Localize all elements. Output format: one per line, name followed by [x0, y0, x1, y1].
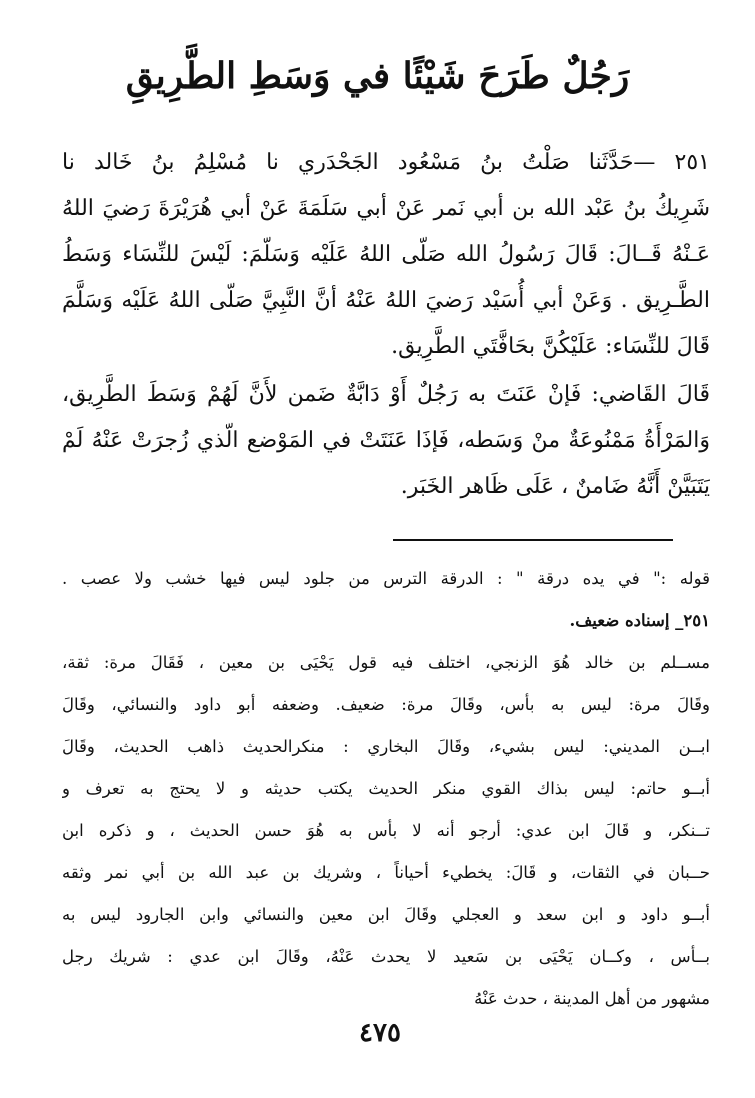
footnote-line: بــأس ، وكــان يَحْيَى بن سَعيد لا يحدث عَنْهُ، وقَالَ ابن عدي : شريك رجل [62, 947, 710, 966]
qadi-line: يَتَبَيَّنْ أَنَّهُ ضَامنٌ ، عَلَى ظَاهر الخَبَر. [400, 474, 710, 499]
footnote-line: ٢٥١_ إسناده ضعيف. [569, 611, 710, 630]
footnote-line: حــبان في الثقات، و قَالَ: يخطيء أحياناً ، وشريك بن عبد الله بن أبي نمر وثقه [62, 863, 710, 882]
hadith-line: شَرِيكُ بنُ عَبْد الله بن أبي نَمر عَنْ أبي سَلَمَةَ عَنْ أبي هُرَيْرَةَ رَضيَ اللهُ [62, 196, 710, 221]
hadith-line: الطَّـرِيق . وَعَنْ أبي أُسَيْد رَضيَ اللهُ عَنْهُ أنَّ النَّبِيَّ صَلّى اللهُ عَلَيْه وَسَلَّمَ [62, 288, 710, 313]
footnote-line: ابــن المديني: ليس بشيء، وقَالَ البخاري : منكرالحديث ذاهب الحديث، وقَالَ [62, 737, 710, 756]
footnote-line: أبــو داود و ابن سعد و العجلي وقَالَ ابن معين والنسائي وابن الجارود ليس به [62, 905, 710, 924]
hadith-line: ٢٥١ —حَدَّثَنا صَلْتُ بنُ مَسْعُود الجَحْدَري نا مُسْلِمُ بنُ خَالد نا [62, 150, 710, 175]
footnote-line: مســلم بن خالد هُوَ الزنجي، اختلف فيه قول يَحْيَى بن معين ، فَقَالَ مرة: ثقة، [62, 653, 710, 672]
qadi-paragraph [62, 372, 710, 510]
qadi-line: قَالَ القَاضي: فَإنْ عَنَتَ به رَجُلٌ أَوْ دَابَّةٌ ضَمن لأَنَّ لَهُمْ وَسَطَ الطَّرِيق، [62, 382, 710, 407]
footnotes [62, 558, 710, 1020]
footnote-line: وقَالَ مرة: ليس به بأس، وقَالَ مرة: ضعيف. وضعفه أبو داود والنسائي، وقَالَ [62, 695, 710, 714]
footnote-line: قوله :" في يده درقة " : الدرقة الترس من جلود ليس فيها خشب ولا عصب . [62, 569, 710, 588]
hadith-paragraph [62, 140, 710, 370]
main-text [62, 140, 710, 510]
chapter-title: رَجُلٌ طَرَحَ شَيْئًا في وَسَطِ الطَّرِيقِ [125, 55, 630, 97]
hadith-line: عَـنْهُ قَــالَ: قَالَ رَسُولُ الله صَلّى اللهُ عَلَيْه وَسَلّمَ: لَيْسَ للنِّسَاء وَسَطُ [62, 242, 710, 267]
qadi-line: وَالمَرْأَةُ مَمْنُوعَةٌ منْ وَسَطه، فَإذَا عَنَتَتْ في المَوْضع الّذي زُجرَتْ عَنْهُ لَمْ [62, 428, 710, 453]
footnote-line: مشهور من أهل المدينة ، حدث عَنْهُ [474, 989, 710, 1008]
footnote-line: أبــو حاتم: ليس بذاك القوي منكر الحديث يكتب حديثه و لا يحتج به تعرف و [62, 779, 710, 798]
hadith-line: قَالَ للنِّسَاء: عَلَيْكُنَّ بحَافَّتَي الطَّرِيق. [391, 334, 710, 359]
page-number: ٤٧٥ [359, 1018, 401, 1048]
footnote-divider [393, 539, 673, 541]
footnote-line: تــنكر، و قَالَ ابن عدي: أرجو أنه لا بأس به هُوَ حسن الحديث ، و ذكره ابن [62, 821, 710, 840]
